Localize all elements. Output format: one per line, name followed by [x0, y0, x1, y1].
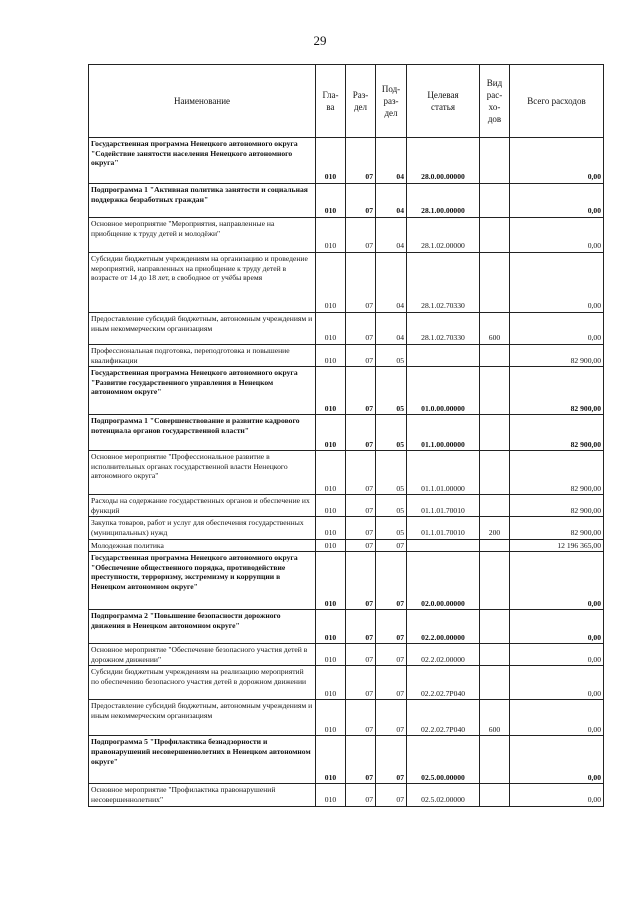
cell-glava: 010 [316, 313, 346, 345]
cell-total: 0,00 [510, 700, 604, 736]
cell-total: 0,00 [510, 184, 604, 218]
cell-podrazdel: 04 [376, 138, 407, 184]
table-row [89, 736, 604, 784]
cell-glava: 010 [316, 736, 346, 784]
cell-glava: 010 [316, 700, 346, 736]
cell-article: 28.1.00.00000 [407, 184, 480, 218]
table-row [89, 700, 604, 736]
cell-name: Субсидии бюджетным учреждениям на организацию и проведение мероприятий, направленных на приобщение к труду детей в возрасте от 14 до 18 лет, в свободное от учёбы время [89, 253, 316, 313]
table-row [89, 644, 604, 666]
cell-article: 02.0.00.00000 [407, 552, 480, 610]
cell-glava: 010 [316, 218, 346, 253]
cell-vid [480, 451, 510, 495]
cell-total: 82 900,00 [510, 415, 604, 451]
cell-article [407, 345, 480, 367]
cell-article [407, 539, 480, 552]
cell-article: 28.1.02.70330 [407, 313, 480, 345]
cell-razdel: 07 [346, 345, 376, 367]
cell-podrazdel: 05 [376, 451, 407, 495]
cell-total: 0,00 [510, 666, 604, 700]
cell-name: Подпрограмма 5 "Профилактика безнадзорности и правонарушений несовершеннолетних в Ненецком автономном округе" [89, 736, 316, 784]
cell-vid: 200 [480, 517, 510, 539]
cell-podrazdel: 07 [376, 539, 407, 552]
cell-razdel: 07 [346, 253, 376, 313]
cell-glava: 010 [316, 415, 346, 451]
cell-glava: 010 [316, 451, 346, 495]
page-number: 29 [313, 33, 327, 48]
table-row [89, 495, 604, 517]
cell-razdel: 07 [346, 666, 376, 700]
cell-vid [480, 736, 510, 784]
cell-total: 12 196 365,00 [510, 539, 604, 552]
header-article: Целевая статья [407, 65, 480, 138]
cell-vid [480, 644, 510, 666]
cell-podrazdel: 05 [376, 415, 407, 451]
cell-razdel: 07 [346, 415, 376, 451]
cell-name: Государственная программа Ненецкого автономного округа "Развитие государственного управления в Ненецком автономном округе" [89, 367, 316, 415]
header-glava: Гла- ва [316, 65, 346, 138]
cell-glava: 010 [316, 367, 346, 415]
cell-razdel: 07 [346, 218, 376, 253]
cell-article: 01.0.00.00000 [407, 367, 480, 415]
cell-article: 01.1.01.00000 [407, 451, 480, 495]
table-row [89, 138, 604, 184]
cell-podrazdel: 07 [376, 666, 407, 700]
cell-podrazdel: 07 [376, 644, 407, 666]
cell-razdel: 07 [346, 184, 376, 218]
cell-name: Предоставление субсидий бюджетным, автономным учреждениям и иным некоммерческим организациям [89, 700, 316, 736]
cell-razdel: 07 [346, 138, 376, 184]
header-total: Всего расходов [510, 65, 604, 138]
cell-article: 01.1.01.70010 [407, 495, 480, 517]
cell-vid [480, 253, 510, 313]
cell-vid [480, 138, 510, 184]
table-row [89, 253, 604, 313]
cell-vid [480, 539, 510, 552]
cell-razdel: 07 [346, 784, 376, 806]
cell-vid: 600 [480, 313, 510, 345]
cell-glava: 010 [316, 138, 346, 184]
cell-name: Основное мероприятие "Профессиональное развитие в исполнительных органах государственной власти Ненецкого автономного округа" [89, 451, 316, 495]
cell-vid: 600 [480, 700, 510, 736]
table-row [89, 313, 604, 345]
cell-glava: 010 [316, 253, 346, 313]
cell-podrazdel: 05 [376, 367, 407, 415]
cell-vid [480, 610, 510, 644]
cell-glava: 010 [316, 184, 346, 218]
cell-razdel: 07 [346, 495, 376, 517]
cell-name: Основное мероприятие "Мероприятия, направленные на приобщение к труду детей и молодёжи" [89, 218, 316, 253]
cell-razdel: 07 [346, 552, 376, 610]
cell-name: Подпрограмма 2 "Повышение безопасности дорожного движения в Ненецком автономном округе" [89, 610, 316, 644]
table-row [89, 517, 604, 539]
cell-total: 0,00 [510, 736, 604, 784]
cell-name: Профессиональная подготовка, переподготовка и повышение квалификации [89, 345, 316, 367]
table-row [89, 367, 604, 415]
cell-podrazdel: 04 [376, 218, 407, 253]
cell-podrazdel: 04 [376, 313, 407, 345]
cell-podrazdel: 05 [376, 495, 407, 517]
table-row [89, 552, 604, 610]
cell-name: Закупка товаров, работ и услуг для обеспечения государственных (муниципальных) нужд [89, 517, 316, 539]
cell-total: 82 900,00 [510, 367, 604, 415]
cell-razdel: 07 [346, 736, 376, 784]
table-header-row [89, 65, 604, 138]
cell-glava: 010 [316, 610, 346, 644]
cell-article: 02.2.00.00000 [407, 610, 480, 644]
cell-podrazdel: 07 [376, 784, 407, 806]
cell-total: 0,00 [510, 552, 604, 610]
cell-name: Субсидии бюджетным учреждениям на реализацию мероприятий по обеспечению безопасного участия детей в дорожном движении [89, 666, 316, 700]
cell-name: Государственная программа Ненецкого автономного округа "Обеспечение общественного порядка, противодействие преступности, терроризму, экстремизму и коррупции в Ненецком автономном округе" [89, 552, 316, 610]
cell-name: Основное мероприятие "Обеспечение безопасного участия детей в дорожном движении" [89, 644, 316, 666]
cell-total: 0,00 [510, 644, 604, 666]
table-body [89, 138, 604, 807]
cell-razdel: 07 [346, 517, 376, 539]
cell-vid [480, 415, 510, 451]
cell-article: 28.1.02.70330 [407, 253, 480, 313]
table-row [89, 218, 604, 253]
cell-vid [480, 345, 510, 367]
cell-glava: 010 [316, 666, 346, 700]
cell-name: Молодежная политика [89, 539, 316, 552]
cell-total: 0,00 [510, 313, 604, 345]
cell-glava: 010 [316, 784, 346, 806]
cell-podrazdel: 07 [376, 552, 407, 610]
cell-glava: 010 [316, 552, 346, 610]
cell-total: 0,00 [510, 253, 604, 313]
header-vid: Вид рас- хо- дов [480, 65, 510, 138]
table-row [89, 415, 604, 451]
cell-name: Основное мероприятие "Профилактика правонарушений несовершеннолетних" [89, 784, 316, 806]
cell-name: Подпрограмма 1 "Совершенствование и развитие кадрового потенциала органов государственной власти" [89, 415, 316, 451]
cell-razdel: 07 [346, 539, 376, 552]
cell-razdel: 07 [346, 367, 376, 415]
cell-glava: 010 [316, 517, 346, 539]
table-row [89, 539, 604, 552]
cell-total: 0,00 [510, 138, 604, 184]
cell-name: Расходы на содержание государственных органов и обеспечение их функций [89, 495, 316, 517]
budget-table [88, 64, 604, 807]
header-podrazdel: Под- раз- дел [376, 65, 407, 138]
cell-article: 02.5.00.00000 [407, 736, 480, 784]
cell-total: 0,00 [510, 784, 604, 806]
cell-podrazdel: 04 [376, 253, 407, 313]
cell-total: 82 900,00 [510, 451, 604, 495]
cell-vid [480, 552, 510, 610]
table-row [89, 345, 604, 367]
cell-vid [480, 666, 510, 700]
header-name: Наименование [89, 65, 316, 138]
cell-vid [480, 218, 510, 253]
cell-podrazdel: 05 [376, 345, 407, 367]
cell-razdel: 07 [346, 610, 376, 644]
cell-article: 01.1.00.00000 [407, 415, 480, 451]
table-row [89, 666, 604, 700]
cell-article: 01.1.01.70010 [407, 517, 480, 539]
cell-article: 02.5.02.00000 [407, 784, 480, 806]
cell-vid [480, 495, 510, 517]
cell-name: Подпрограмма 1 "Активная политика занятости и социальная поддержка безработных граждан" [89, 184, 316, 218]
cell-podrazdel: 05 [376, 517, 407, 539]
table-row [89, 451, 604, 495]
cell-article: 02.2.02.7Р040 [407, 666, 480, 700]
cell-glava: 010 [316, 644, 346, 666]
cell-glava: 010 [316, 345, 346, 367]
header-razdel: Раз- дел [346, 65, 376, 138]
table-row [89, 784, 604, 806]
cell-total: 82 900,00 [510, 495, 604, 517]
cell-name: Предоставление субсидий бюджетным, автономным учреждениям и иным некоммерческим организациям [89, 313, 316, 345]
cell-razdel: 07 [346, 644, 376, 666]
cell-total: 82 900,00 [510, 345, 604, 367]
cell-vid [480, 367, 510, 415]
cell-total: 0,00 [510, 218, 604, 253]
cell-article: 02.2.02.7Р040 [407, 700, 480, 736]
cell-total: 0,00 [510, 610, 604, 644]
cell-total: 82 900,00 [510, 517, 604, 539]
cell-podrazdel: 07 [376, 736, 407, 784]
cell-article: 28.1.02.00000 [407, 218, 480, 253]
cell-razdel: 07 [346, 451, 376, 495]
cell-vid [480, 784, 510, 806]
cell-glava: 010 [316, 495, 346, 517]
cell-podrazdel: 07 [376, 700, 407, 736]
cell-glava: 010 [316, 539, 346, 552]
cell-podrazdel: 07 [376, 610, 407, 644]
cell-article: 28.0.00.00000 [407, 138, 480, 184]
cell-podrazdel: 04 [376, 184, 407, 218]
table-row [89, 610, 604, 644]
cell-razdel: 07 [346, 313, 376, 345]
table-row [89, 184, 604, 218]
cell-vid [480, 184, 510, 218]
cell-article: 02.2.02.00000 [407, 644, 480, 666]
cell-razdel: 07 [346, 700, 376, 736]
cell-name: Государственная программа Ненецкого автономного округа "Содействие занятости населения Ненецкого автономного округа" [89, 138, 316, 184]
